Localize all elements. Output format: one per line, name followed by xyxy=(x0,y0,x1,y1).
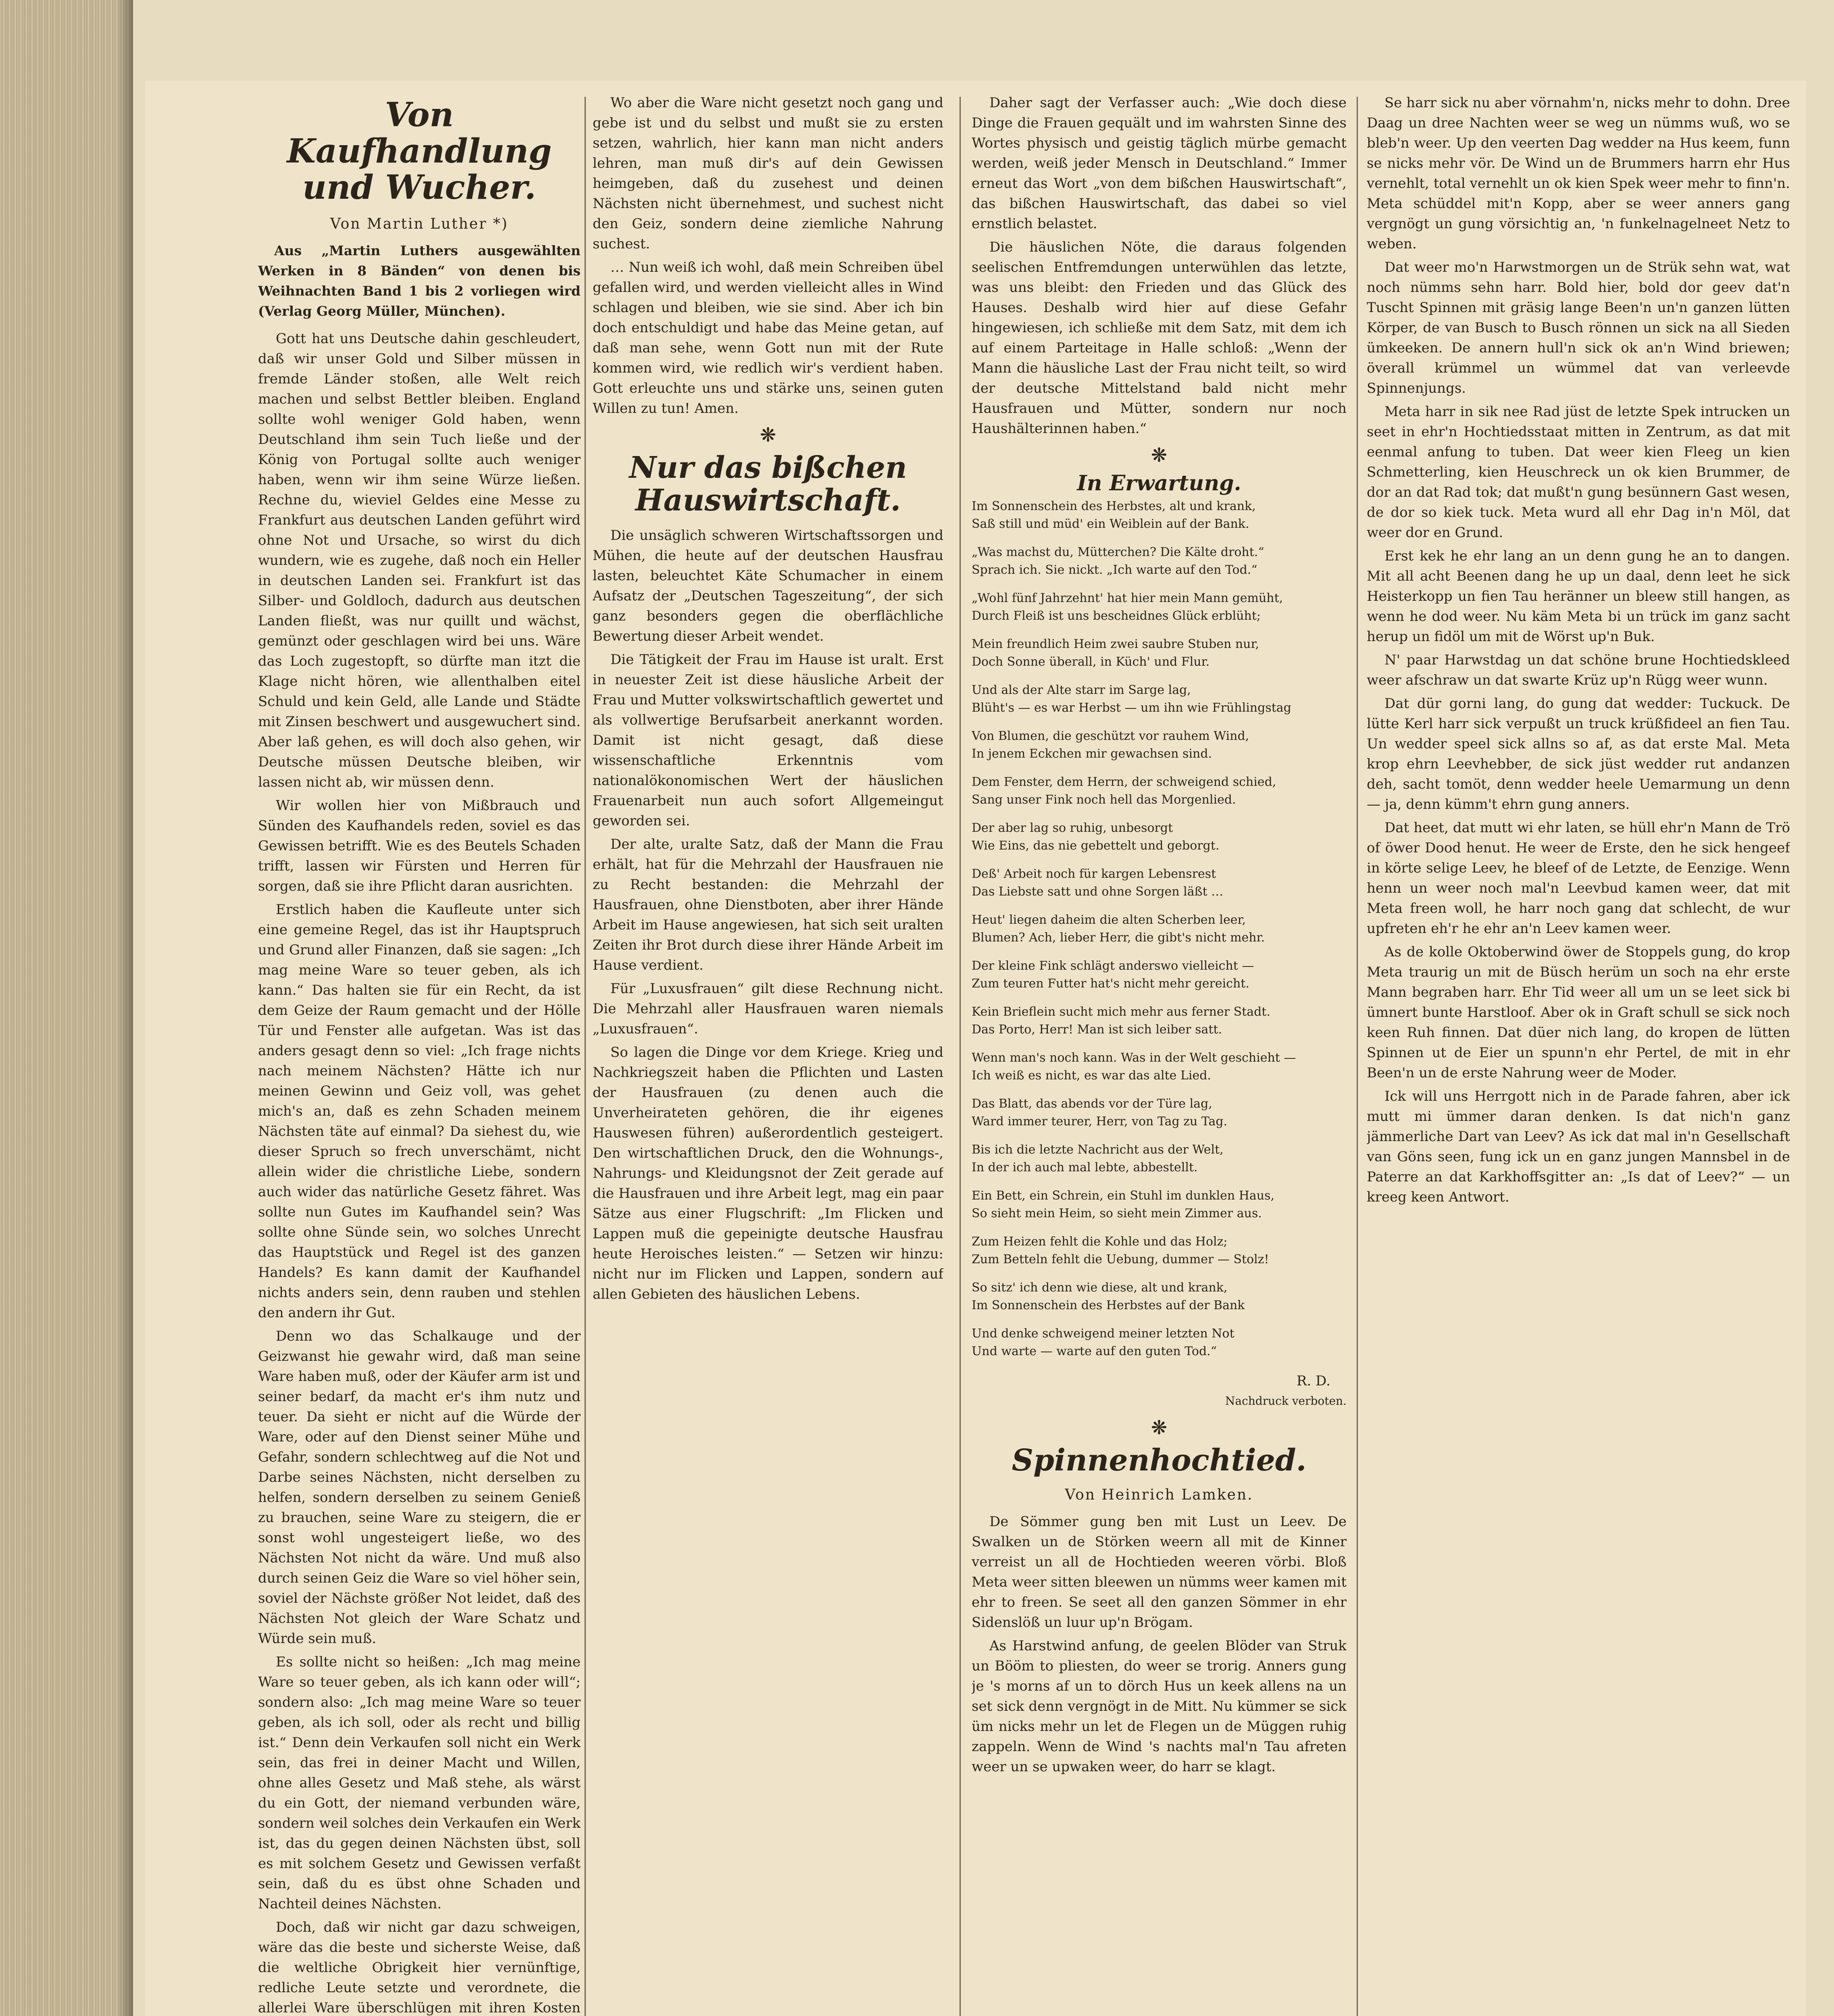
book-page-edges xyxy=(0,0,133,2016)
paragraph: Meta harr in sik nee Rad jüst de letzte Spek intrucken un seet in ehr'n Hochtiedsstaat mitten in Zentrum, as dat mit eenmal anfung to tuben. Dat weer kien Fleeg un kien Schmetterling, kien Heuschreck un ok kien Brummer, de dor an dat Rad tok; dat mußt'n gung besünnern Gast wesen, de dor so kiek tuck. Meta wurd all ehr Dag in'n Möl, dat weer dor en Grund. xyxy=(1367,404,1790,541)
poem-line: Der kleine Fink schlägt anderswo vielleicht — xyxy=(972,959,1254,973)
poem-line: Das Porto, Herr! Man ist sich leiber satt. xyxy=(972,1023,1222,1037)
paragraph: So lagen die Dinge vor dem Kriege. Krieg und Nachkriegszeit haben die Pflichten und Lasten der Hausfrauen (zu denen auch die Unverheirateten gehören, die ihr eigenes Hauswesen führen) außerordentlich gesteigert. Den wirtschaftlichen Druck, den die Wohnungs-, Nahrungs- und Kleidungsnot der Zeit gerade auf die Hausfrauen und ihre Arbeit legt, mag ein paar Sätze aus einer Flugschrift: „Im Flicken und Lappen muß die gepeinigte deutsche Hausfrau heute Heroisches leisten.“ — Setzen wir hinzu: nicht nur im Flicken und Lappen, sondern auf allen Gebieten des häuslichen Lebens. xyxy=(593,1044,943,1302)
column-2 xyxy=(593,93,943,2016)
poem-line: Bis ich die letzte Nachricht aus der Welt, xyxy=(972,1143,1224,1157)
poem-line: Das Blatt, das abends vor der Türe lag, xyxy=(972,1097,1212,1111)
poem-stanza xyxy=(972,1233,1347,1268)
poem-stanza xyxy=(972,1141,1347,1177)
paragraph: … Nun weiß ich wohl, daß mein Schreiben übel gefallen wird, und werden vielleicht alles in Wind schlagen und bleiben, wie sie sind. Aber ich bin doch entschuldigt und habe das Meine getan, auf daß man sehe, wenn Gott nun mit der Rute kommen wird, wie redlich wir's verdient haben. Gott erleuchte uns und stärke uns, seinen guten Willen zu tun! Amen. xyxy=(593,259,943,417)
poem-line: Dem Fenster, dem Herrn, der schweigend schied, xyxy=(972,775,1276,789)
poem-line: Heut' liegen daheim die alten Scherben leer, xyxy=(972,913,1246,927)
poem-stanza xyxy=(972,819,1347,855)
poem-stanza xyxy=(972,1279,1347,1314)
poem-stanza xyxy=(972,773,1347,809)
poem-stanza xyxy=(972,1049,1347,1085)
poem-line: Ward immer teurer, Herr, von Tag zu Tag. xyxy=(972,1114,1228,1129)
poem-line: „Wohl fünf Jahrzehnt' hat hier mein Mann gemüht, xyxy=(972,591,1283,605)
column-3 xyxy=(972,93,1347,2016)
poem-line: Der aber lag so ruhig, unbesorgt xyxy=(972,821,1173,835)
paragraph: Für „Luxusfrauen“ gilt diese Rechnung nicht. Die Mehrzahl aller Hausfrauen waren niemals „Luxusfrauen“. xyxy=(593,980,943,1037)
paragraph: Ick will uns Herrgott nich in de Parade fahren, aber ick mutt mi ümmer daran denken. Is dat nich'n ganz jämmerliche Dart van Leev? As ick dat mal in'n Gesellschaft van Göns seen, fung ick un en ganz jungen Mannsbel in de Paterre an dat Karkhoffsgitter an: „Is dat of Leev?“ — un kreeg keen Antwort. xyxy=(1367,1088,1790,1205)
poem-line: In der ich auch mal lebte, abbestellt. xyxy=(972,1160,1198,1175)
paragraph: N' paar Harwstdag un dat schöne brune Hochtiedskleed weer afschraw un dat swarte Krüz up'n Rügg weer wunn. xyxy=(1367,652,1790,688)
poem-line: So sitz' ich denn wie diese, alt und krank, xyxy=(972,1281,1228,1295)
poem-stanza xyxy=(972,1095,1347,1131)
poem-line: Und denke schweigend meiner letzten Not xyxy=(972,1327,1234,1341)
paragraph: Die unsäglich schweren Wirtschaftssorgen und Mühen, die heute auf der deutschen Hausfrau lasten, beleuchtet Käte Schumacher in einem Aufsatz der „Deutschen Tageszeitung“, der sich ganz besonders gegen die oberflächliche Bewertung dieser Arbeit wendet. xyxy=(593,527,943,644)
poem-stanza xyxy=(972,1187,1347,1223)
newspaper-page xyxy=(145,81,1806,2016)
poem-line: Und als der Alte starr im Sarge lag, xyxy=(972,683,1191,697)
ornament-icon: ❋ xyxy=(1151,444,1168,467)
paragraph: Wir wollen hier von Mißbrauch und Sünden des Kaufhandels reden, soviel es das Gewissen betrifft. Wie es des Beutels Schaden trifft, lassen wir Fürsten und Herren für sorgen, daß sie ihre Pflicht daran ausrichten. xyxy=(258,797,581,894)
poem-stanza xyxy=(972,544,1347,579)
poem-line: Kein Brieflein sucht mich mehr aus ferner Stadt. xyxy=(972,1005,1270,1019)
poem-stanza xyxy=(972,498,1347,533)
poem-stanza xyxy=(972,589,1347,625)
column-rule xyxy=(585,97,586,2016)
paragraph: Denn wo das Schalkauge und der Geizwanst hie gewahr wird, daß man seine Ware haben muß, oder der Käufer arm ist und seiner bedarf, da macht er's ihm nutz und teuer. Da sieht er nicht auf die Würde der Ware, oder auf den Dienst seiner Mühe und Gefahr, sondern schlechtweg auf die Not und Darbe seines Nächsten, nicht derselben zu helfen, sondern derselben zu seinem Genieß zu brauchen, seine Ware zu steigern, die er sonst wohl ungesteigert ließe, wo des Nächsten Not nicht da wäre. Und muß also durch seinen Geiz die Ware so viel höher sein, soviel der Nächste größer Not leidet, daß des Nächsten Not gleich der Ware Schatz und Würde sein muß. xyxy=(258,1328,581,1647)
paragraph: Wo aber die Ware nicht gesetzt noch gang und gebe ist und du selbst und mußt sie zu ersten setzen, wahrlich, hier kann man nicht anders lehren, man muß dir's auf dein Gewissen heimgeben, daß du zusehest und deinen Nächsten nicht übernehmest, und suchest nicht den Geiz, sondern deine ziemliche Nahrung suchest. xyxy=(593,95,943,252)
poem-line: Sang unser Fink noch hell das Morgenlied. xyxy=(972,793,1236,807)
poem-stanza xyxy=(972,727,1347,763)
paragraph: Dat weer mo'n Harwstmorgen un de Strük sehn wat, wat noch nümms sehn harr. Bold hier, bold dor geev dat'n Tuscht Spinnen mit gräsig lange Been'n un'n ganzen lütten Körper, de van Busch to Busch rönnen un sick na all Sieden ümkeeken. De annern hull'n sick ok an'n Wind briewen; överall krümmel un wümmel dat van verleevde Spinnenjungs. xyxy=(1367,259,1790,396)
poem-line: Zum Betteln fehlt die Uebung, dummer — Stolz! xyxy=(972,1252,1269,1266)
poem-line: In jenem Eckchen mir gewachsen sind. xyxy=(972,747,1212,761)
poem-stanza xyxy=(972,1003,1347,1039)
article-author-luther: Von Martin Luther *) xyxy=(330,215,508,232)
poem-line: Wie Eins, das nie gebettelt und geborgt. xyxy=(972,839,1220,853)
paragraph: Erstlich haben die Kaufleute unter sich eine gemeine Regel, das ist ihr Hauptspruch und Grund aller Finanzen, daß sie sagen: „Ich mag meine Ware so teuer geben, als ich kann.“ Das halten sie für ein Recht, da ist dem Geize der Raum gemacht und der Hölle Tür und Fenster alle aufgetan. Was ist das anders gesagt denn so viel: „Ich frage nichts nach meinem Nächsten? Hätte ich nur meinen Gewinn und Geiz voll, was gehet mich's an, daß es zehn Schaden meinem Nächsten täte auf einmal? Da siehest du, wie dieser Spruch so frech unverschämt, nicht allein wider die christliche Liebe, sondern auch wider das natürliche Gesetz fähret. Was sollte nun Gutes im Kaufhandel sein? Was sollte ohne Sünde sein, wo solches Unrecht das Hauptstück und Regel ist des ganzen Handels? Es kann damit der Kaufhandel nichts anders sein, denn rauben und stehlen den andern ihr Gut. xyxy=(258,901,581,1321)
poem-line: Zum Heizen fehlt die Kohle und das Holz; xyxy=(972,1235,1228,1249)
poem-line: Im Sonnenschein des Herbstes, alt und krank, xyxy=(972,499,1256,513)
poem-stanza xyxy=(972,635,1347,671)
column-rule xyxy=(1357,97,1358,2016)
poem-line: Durch Fleiß ist uns bescheidnes Glück erblüht; xyxy=(972,609,1261,623)
poem-stanza xyxy=(972,1325,1347,1360)
poem-line: Wenn man's noch kann. Was in der Welt geschieht — xyxy=(972,1051,1296,1065)
paragraph: Der alte, uralte Satz, daß der Mann die Frau erhält, hat für die Mehrzahl der Hausfrauen nie zu Recht bestanden: die Mehrzahl der Hausfrauen, ohne Dienstboten, aber ihrer Hände Arbeit im Hause angewiesen, hat sich seit uralten Zeiten ihr Brot durch diese ihrer Hände Arbeit im Hause verdient. xyxy=(593,836,943,973)
poem-line: Das Liebste satt und ohne Sorgen läßt … xyxy=(972,885,1224,899)
poem-line: Mein freundlich Heim zwei saubre Stuben nur, xyxy=(972,637,1259,651)
column-rule xyxy=(960,97,961,2016)
poem-stanza xyxy=(972,865,1347,901)
paragraph: Gott hat uns Deutsche dahin geschleudert, daß wir unser Gold und Silber müssen in fremde Länder stoßen, alle Welt reich machen und selbst Bettler bleiben. England sollte wohl weniger Gold haben, wenn Deutschland ihm sein Tuch ließe und der König von Portugal sollte auch weniger haben, wenn wir ihm seine Würze ließen. Rechne du, wieviel Geldes eine Messe zu Frankfurt aus deutschen Landen geführt wird ohne Not und Ursache, so wirst du dich wundern, wie es zugehe, daß noch ein Heller in deutschen Landen sei. Frankfurt ist das Silber- und Goldloch, dadurch aus deutschen Landen fließt, was nur quillt und wächst, gemünzt oder geschlagen wird bei uns. Wäre das Loch zugestopft, so dürfte man itzt die Klage nicht hören, wie allenthalben eitel Schuld und kein Geld, alle Lande und Städte mit Zinsen beschwert und ausgewuchert sind. Aber laß gehen, es will doch also gehen, wir Deutsche müssen Deutsche bleiben, wir lassen nicht ab, wir müssen denn. xyxy=(258,330,581,790)
story-title: Spinnenhochtied. xyxy=(1012,1443,1307,1478)
paragraph: Dat heet, dat mutt wi ehr laten, se hüll ehr'n Mann de Trö of öwer Dood henut. He weer de Erste, den he sick hengeef in körte selige Leev, he bleef of de Letzte, de Eenzige. Wenn henn un weer noch mal'n Leevbud kamen weer, dat mit Meta freen woll, he harr noch gang dat schlecht, de wur upfreten eh'r he ehr an'n Leev kamen weer. xyxy=(1367,820,1790,937)
poem-title: In Erwartung. xyxy=(1077,471,1241,496)
paragraph: Die Tätigkeit der Frau im Hause ist uralt. Erst in neuester Zeit ist diese häusliche Arbeit der Frau und Mutter volkswirtschaftlich gewertet und als vollwertige Berufsarbeit anerkannt worden. Damit ist nicht gesagt, daß diese wissenschaftliche Erkenntnis vom nationalökonomischen Wert der häuslichen Frauenarbeit nun auch sofort Allgemeingut geworden sei. xyxy=(593,651,943,829)
poem-stanza xyxy=(972,957,1347,993)
column-1 xyxy=(258,93,581,2016)
poem-line: Und warte — warte auf den guten Tod.“ xyxy=(972,1344,1217,1358)
poem-line: Deß' Arbeit noch für kargen Lebensrest xyxy=(972,867,1216,881)
poem-line: Doch Sonne überall, in Küch' und Flur. xyxy=(972,655,1210,669)
poem-line: Blumen? Ach, lieber Herr, die gibt's nicht mehr. xyxy=(972,931,1265,945)
poem-stanza xyxy=(972,911,1347,947)
poem-stanza xyxy=(972,681,1347,717)
paragraph: Dat dür gorni lang, do gung dat wedder: Tuckuck. De lütte Kerl harr sick verpußt un truck krüßfideel an fien Tau. Un wedder speel sick allns so af, as dat erste Mal. Meta krop ehrn Leevhebber, de sick jüst wedder rut andanzen deh, sacht tomöt, denn wedder heele Uemarmung un denn — ja, denn kümm't ehrn gung anners. xyxy=(1367,696,1790,812)
article-title-kaufhandlung: Von Kaufhandlung und Wucher. xyxy=(287,96,552,207)
poem-line: Im Sonnenschein des Herbstes auf der Bank xyxy=(972,1298,1245,1312)
story-author: Von Heinrich Lamken. xyxy=(1065,1487,1253,1504)
paragraph: Erst kek he ehr lang an un denn gung he an to dangen. Mit all acht Beenen dang he up un daal, denn leet he sick Heisterkopp un fien Tau heränner un bleew still hangen, as wenn he dod weer. Nu käm Meta bi un trück im ganz sacht herup un fidöl um mit de Wörst up'n Buk. xyxy=(1367,548,1790,645)
paragraph: Die häuslichen Nöte, die daraus folgenden seelischen Entfremdungen unterwühlen das letzte, was uns bleibt: den Frieden und das Glück des Hauses. Deshalb wird hier auf diese Gefahr hingewiesen, ich schließe mit dem Satz, mit dem ich auf einem Parteitage in Halle schloß: „Wenn der Mann die häusliche Last der Frau nicht teilt, so wird der deutsche Mittelstand bald nicht mehr Hausfrauen und Mütter, sondern nur noch Haushälterinnen haben.“ xyxy=(972,239,1347,437)
article-intro: Aus „Martin Luthers ausgewählten Werken in 8 Bänden“ von denen bis Weihnachten Band 1 bis 2 vorliegen wird (Verlag Georg Müller, München). xyxy=(258,242,581,319)
paragraph: De Sömmer gung ben mit Lust un Leev. De Swalken un de Störken weern all mit de Kinner verreist un all de Hochtieden weeren vörbi. Bloß Meta weer sitten bleewen un nümms weer kamen mit ehr to freen. Se seet all den ganzen Sömmer in ehr Sidenslöß un luur up'n Brögam. xyxy=(972,1514,1347,1631)
ornament-icon: ❋ xyxy=(1151,1416,1168,1439)
column-4 xyxy=(1367,93,1790,2016)
paragraph: Es sollte nicht so heißen: „Ich mag meine Ware so teuer geben, als ich kann oder will“; sondern also: „Ich mag meine Ware so teuer geben, als ich soll, oder als recht und billig ist.“ Denn dein Verkaufen soll nicht ein Werk sein, das frei in deiner Macht und Willen, ohne alles Gesetz und Maß stehe, als wärst du ein Gott, der niemand verbunden wäre, sondern weil solches dein Verkaufen ein Werk ist, das du gegen deinen Nächsten übst, soll es mit solchem Gesetz und Gewissen verfaßt sein, daß du es übst ohne Schaden und Nachteil deines Nächsten. xyxy=(258,1654,581,1912)
poem-line: So sieht mein Heim, so sieht mein Zimmer aus. xyxy=(972,1206,1262,1220)
paragraph: Se harr sick nu aber vörnahm'n, nicks mehr to dohn. Dree Daag un dree Nachten weer se weg un nümms wuß, wo se bleb'n weer. Up den veerten Dag wedder na Hus keem, funn se nicks mehr vör. De Wind un de Brummers harrn ehr Hus vernehlt, total vernehlt un ok kien Spek weer mehr to finn'n. Meta schüddel mit'n Kopp, aber se weer anners gang vergnögt un gung vörsichtig an, 'n funkelnagelneet Netz to weben. xyxy=(1367,95,1790,252)
ornament-icon: ❋ xyxy=(760,424,776,446)
poem-line: Sprach ich. Sie nickt. „Ich warte auf den Tod.“ xyxy=(972,563,1257,577)
reprint-note: Nachdruck verboten. xyxy=(1225,1394,1347,1408)
poem-line: Ein Bett, ein Schrein, ein Stuhl im dunklen Haus, xyxy=(972,1189,1274,1203)
poem-signature: R. D. xyxy=(1296,1373,1330,1389)
paragraph: As de kolle Oktoberwind öwer de Stoppels gung, do krop Meta traurig un mit de Büsch herüm un soch na ehr erste Mann begraben harr. Ehr Tid weer all um un se leet sick bi ümnert bunte Harstloof. Aber ok in Graft schull se sick noch keen Ruh finnen. Dat düer nich lang, do kropen de lütten Spinnen ut de Eier un spunn'n ehr Pertel, de mit in ehr Been'n un de erste Nahrung weer de Moder. xyxy=(1367,944,1790,1081)
poem-line: Blüht's — es war Herbst — um ihn wie Frühlingstag xyxy=(972,701,1291,715)
poem-line: Saß still und müd' ein Weiblein auf der Bank. xyxy=(972,517,1249,531)
poem-body xyxy=(972,498,1347,1360)
poem-line: Ich weiß es nicht, es war das alte Lied. xyxy=(972,1068,1211,1083)
poem-line: Zum teuren Futter hat's nicht mehr gereicht. xyxy=(972,977,1249,991)
article-title-hauswirtschaft: Nur das bißchen Hauswirtschaft. xyxy=(629,450,907,518)
poem-line: „Was machst du, Mütterchen? Die Kälte droht.“ xyxy=(972,545,1264,559)
poem-line: Von Blumen, die geschützt vor rauhem Wind, xyxy=(972,729,1249,743)
paragraph: Daher sagt der Verfasser auch: „Wie doch diese Dinge die Frauen gequält und im wahrsten Sinne des Wortes physisch und geistig täglich mürbe gemacht werden, weiß jeder Mensch in Deutschland.“ Immer erneut das Wort „von dem bißchen Hauswirtschaft“, das bißchen Hauswirtschaft, das dabei so viel ernstlich belastet. xyxy=(972,95,1347,232)
paragraph: Doch, daß wir nicht gar dazu schweigen, wäre das die beste und sicherste Weise, daß die weltliche Obrigkeit hier vernünftige, redliche Leute setzte und verordnete, die allerlei Ware überschlügen mit ihren Kosten xyxy=(258,1919,581,2016)
paragraph: As Harstwind anfung, de geelen Blöder van Struk un Bööm to pliesten, do weer se trorig. Anners gung je 's morns af un to dörch Hus un keek allens na un set sick denn vergnögt in de Mitt. Nu kümmer se sick üm nicks mehr un let de Flegen un de Müggen ruhig zappeln. Wenn de Wind 's nachts mal'n Tau afreten weer un se upwaken weer, do harr se klagt. xyxy=(972,1638,1347,1775)
